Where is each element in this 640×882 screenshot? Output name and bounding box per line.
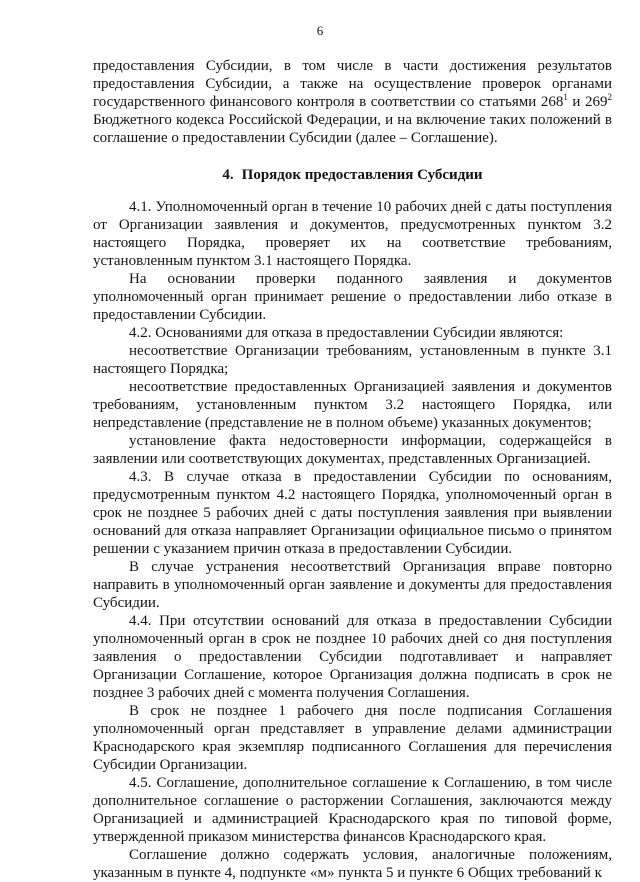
- paragraph-4-3: 4.3. В случае отказа в предоставлении Субсидии по основаниям, предусмотренным пунктом 4.2 настоящего Порядка, уполномоченный орган в срок не позднее 5 рабочих дней с даты поступления заявления при выявлении оснований для отказа направляет Организации официальное письмо о принятом решении с указанием причин отказа в предоставлении Субсидии.: [93, 469, 612, 557]
- section-number: 4.: [222, 167, 234, 183]
- page-number: 6: [316, 23, 324, 38]
- paragraph-4-3-resubmission: В случае устранения несоответствий Организация вправе повторно направить в уполномоченный орган заявление и документы для предоставления Субсидии.: [93, 559, 612, 611]
- section-title: Порядок предоставления Субсидии: [241, 167, 483, 183]
- intro-text-part2: и 269: [567, 94, 608, 110]
- footnote-superscript-2: 2: [607, 92, 612, 102]
- refusal-ground-1: несоответствие Организации требованиям, установленным в пункте 3.1 настоящего Порядка;: [93, 343, 612, 377]
- intro-text-part1: предоставления Субсидии, в том числе в части достижения результатов предоставления Субсидии, а также на осуществление проверок органами государственного финансового контроля в соответствии со статьями 268: [93, 58, 612, 110]
- section-heading: [93, 166, 612, 184]
- paragraph-4-5-conditions: Соглашение должно содержать условия, аналогичные положениям, указанным в пункте 4, подпункте «м» пункта 5 и пункте 6 Общих требований к: [93, 847, 612, 881]
- paragraph-4-5: 4.5. Соглашение, дополнительное соглашение к Соглашению, в том числе дополнительное соглашение о расторжении Соглашения, заключаются между Организацией и администрацией Краснодарского края по типовой форме, утвержденной приказом министерства финансов Краснодарского края.: [93, 775, 612, 845]
- intro-text-part3: Бюджетного кодекса Российской Федерации, и на включение таких положений в соглашение о предоставлении Субсидии (далее – Соглашение).: [93, 112, 612, 146]
- intro-paragraph: [93, 57, 612, 147]
- footnote-superscript-1: 1: [563, 92, 568, 102]
- document-body: [93, 57, 612, 882]
- paragraph-4-1-decision: На основании проверки поданного заявления и документов уполномоченный орган принимает решение о предоставлении либо отказе в предоставлении Субсидии.: [93, 271, 612, 323]
- refusal-ground-3: установление факта недостоверности информации, содержащейся в заявлении или соответствующих документах, представленных Организацией.: [93, 433, 612, 467]
- paragraph-4-2: 4.2. Основаниями для отказа в предоставлении Субсидии являются:: [129, 325, 564, 341]
- paragraph-4-1: 4.1. Уполномоченный орган в течение 10 рабочих дней с даты поступления от Организации заявления и документов, предусмотренных пунктом 3.2 настоящего Порядка, проверяет их на соответствие требованиям, установленным пунктом 3.1 настоящего Порядка.: [93, 199, 612, 269]
- paragraph-4-4-transfer: В срок не позднее 1 рабочего дня после подписания Соглашения уполномоченный орган представляет в управление делами администрации Краснодарского края экземпляр подписанного Соглашения для перечисления Субсидии Организации.: [93, 703, 612, 773]
- paragraph-4-4: 4.4. При отсутствии оснований для отказа в предоставлении Субсидии уполномоченный орган в срок не позднее 10 рабочих дней со дня поступления заявления о предоставлении Субсидии подготавливает и направляет Организации Соглашение, которое Организация должна подписать в срок не позднее 3 рабочих дней с момента получения Соглашения.: [93, 613, 612, 701]
- refusal-ground-2: несоответствие предоставленных Организацией заявления и документов требованиям, установленным пунктом 3.2 настоящего Порядка, или непредставление (представление не в полном объеме) указанных документов;: [93, 379, 612, 431]
